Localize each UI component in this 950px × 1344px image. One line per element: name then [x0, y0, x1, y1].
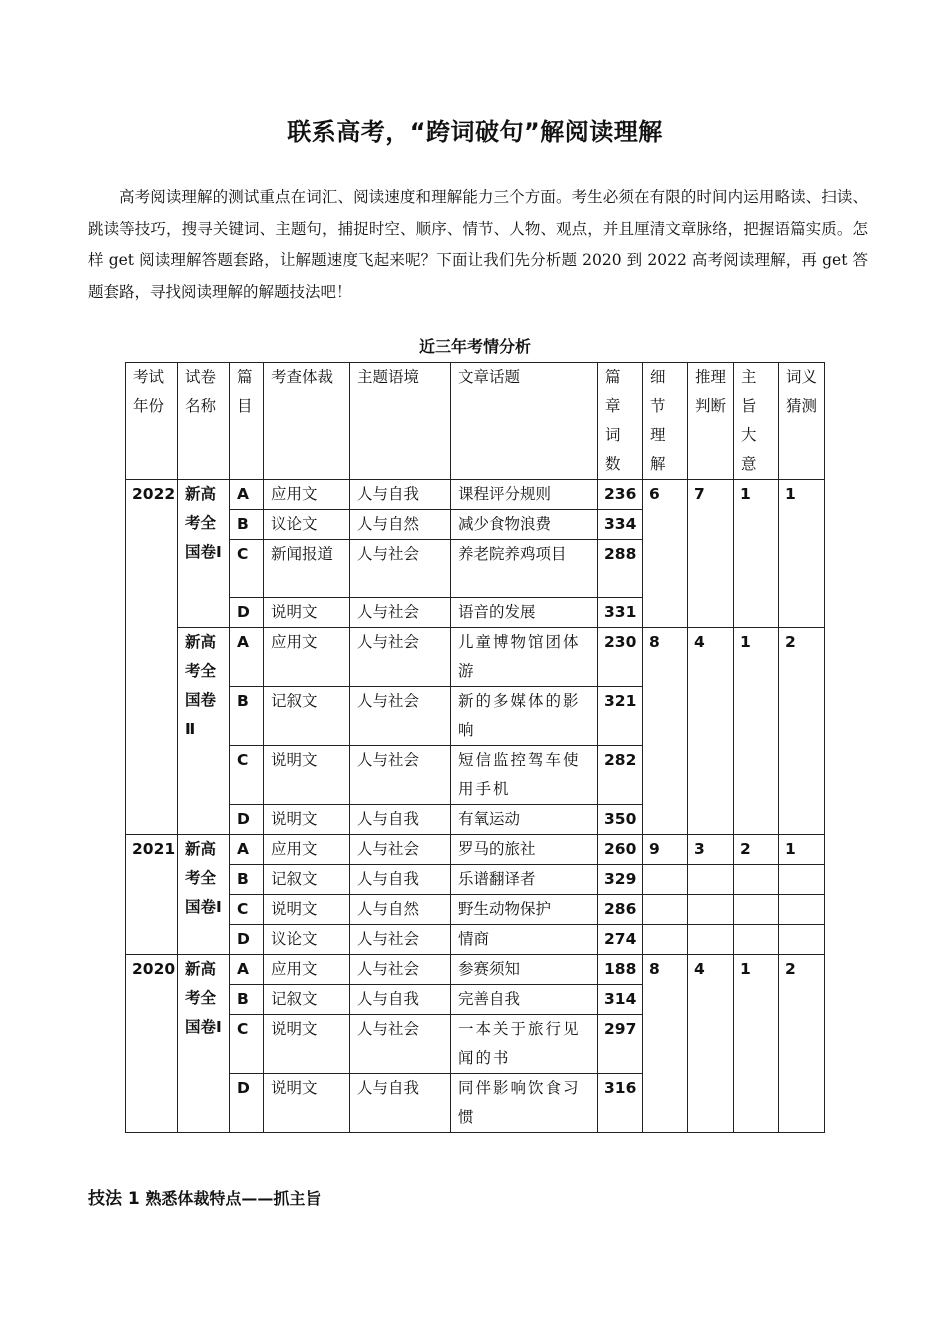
topic-cell: 一本关于旅行见闻的书: [451, 1015, 598, 1074]
genre-cell: 记叙文: [264, 865, 350, 895]
theme-cell: 人与自我: [350, 985, 451, 1015]
words-cell: 230: [598, 628, 643, 687]
part-cell: D: [230, 925, 264, 955]
exam-analysis-table: [125, 362, 825, 1133]
paper-cell: 新高考全国卷Ⅱ: [178, 628, 230, 835]
part-cell: C: [230, 1015, 264, 1074]
theme-cell: 人与自我: [350, 1074, 451, 1133]
word-guess-count: 2: [779, 628, 825, 835]
empty-cell: [688, 895, 734, 925]
part-cell: A: [230, 480, 264, 510]
words-cell: 236: [598, 480, 643, 510]
genre-cell: 记叙文: [264, 985, 350, 1015]
topic-cell: 罗马的旅社: [451, 835, 598, 865]
part-cell: C: [230, 540, 264, 598]
topic-cell: 课程评分规则: [451, 480, 598, 510]
empty-cell: [643, 895, 688, 925]
topic-cell: 有氧运动: [451, 805, 598, 835]
words-cell: 274: [598, 925, 643, 955]
header-main-idea: 主旨大意: [734, 363, 779, 480]
words-cell: 188: [598, 955, 643, 985]
theme-cell: 人与自然: [350, 510, 451, 540]
part-cell: B: [230, 985, 264, 1015]
words-cell: 286: [598, 895, 643, 925]
empty-cell: [779, 925, 825, 955]
detail-count: 6: [643, 480, 688, 628]
genre-cell: 说明文: [264, 1074, 350, 1133]
theme-cell: 人与自然: [350, 895, 451, 925]
table-row: [126, 835, 825, 865]
genre-cell: 说明文: [264, 805, 350, 835]
part-cell: A: [230, 628, 264, 687]
detail-count: 8: [643, 628, 688, 835]
topic-cell: 同伴影响饮食习惯: [451, 1074, 598, 1133]
theme-cell: 人与社会: [350, 925, 451, 955]
topic-cell: 野生动物保护: [451, 895, 598, 925]
genre-cell: 说明文: [264, 1015, 350, 1074]
genre-cell: 应用文: [264, 835, 350, 865]
topic-cell: 乐谱翻译者: [451, 865, 598, 895]
detail-count: 9: [643, 835, 688, 865]
genre-cell: 应用文: [264, 480, 350, 510]
theme-cell: 人与社会: [350, 835, 451, 865]
header-year: 考试年份: [126, 363, 178, 480]
paper-cell: 新高考全国卷Ⅰ: [178, 955, 230, 1133]
part-cell: B: [230, 510, 264, 540]
part-cell: C: [230, 746, 264, 805]
header-theme: 主题语境: [350, 363, 451, 480]
theme-cell: 人与社会: [350, 1015, 451, 1074]
table-header-row: [126, 363, 825, 480]
topic-cell: 儿童博物馆团体游: [451, 628, 598, 687]
header-word-guess: 词义猜测: [779, 363, 825, 480]
genre-cell: 说明文: [264, 895, 350, 925]
header-detail: 细节理解: [643, 363, 688, 480]
detail-count: 8: [643, 955, 688, 1133]
topic-cell: 新的多媒体的影响: [451, 687, 598, 746]
words-cell: 316: [598, 1074, 643, 1133]
section-heading: [88, 1184, 321, 1209]
paper-cell: 新高考全国卷Ⅰ: [178, 480, 230, 628]
words-cell: 297: [598, 1015, 643, 1074]
empty-cell: [779, 865, 825, 895]
table-row: [126, 925, 825, 955]
words-cell: 329: [598, 865, 643, 895]
topic-cell: 短信监控驾车使用手机: [451, 746, 598, 805]
inference-count: 7: [688, 480, 734, 628]
theme-cell: 人与社会: [350, 628, 451, 687]
genre-cell: 说明文: [264, 746, 350, 805]
empty-cell: [688, 925, 734, 955]
genre-cell: 记叙文: [264, 687, 350, 746]
part-cell: B: [230, 687, 264, 746]
words-cell: 321: [598, 687, 643, 746]
header-inference: 推理判断: [688, 363, 734, 480]
empty-cell: [643, 925, 688, 955]
header-word-count: 篇章词数: [598, 363, 643, 480]
part-cell: B: [230, 865, 264, 895]
inference-count: 4: [688, 955, 734, 1133]
table-row: [126, 955, 825, 985]
part-cell: A: [230, 955, 264, 985]
word-guess-count: 1: [779, 835, 825, 865]
words-cell: 260: [598, 835, 643, 865]
topic-cell: 情商: [451, 925, 598, 955]
paper-cell: 新高考全国卷Ⅰ: [178, 835, 230, 955]
theme-cell: 人与社会: [350, 687, 451, 746]
table-row: [126, 628, 825, 687]
part-cell: D: [230, 805, 264, 835]
theme-cell: 人与自我: [350, 480, 451, 510]
theme-cell: 人与自我: [350, 865, 451, 895]
theme-cell: 人与社会: [350, 746, 451, 805]
word-guess-count: 2: [779, 955, 825, 1133]
theme-cell: 人与社会: [350, 540, 451, 598]
main-idea-count: 1: [734, 955, 779, 1133]
main-idea-count: 2: [734, 835, 779, 865]
genre-cell: 议论文: [264, 510, 350, 540]
part-cell: D: [230, 1074, 264, 1133]
section-text: 熟悉体裁特点——抓主旨: [145, 1189, 322, 1208]
topic-cell: 参赛须知: [451, 955, 598, 985]
part-cell: C: [230, 895, 264, 925]
year-cell: 2020: [126, 955, 178, 1133]
header-topic: 文章话题: [451, 363, 598, 480]
year-cell: 2022: [126, 480, 178, 835]
genre-cell: 议论文: [264, 925, 350, 955]
table-caption: 近三年考情分析: [418, 337, 531, 356]
words-cell: 331: [598, 598, 643, 628]
topic-cell: 语音的发展: [451, 598, 598, 628]
page-title: 联系高考，“跨词破句”解阅读理解: [287, 118, 663, 146]
word-guess-count: 1: [779, 480, 825, 628]
genre-cell: 应用文: [264, 628, 350, 687]
part-cell: A: [230, 835, 264, 865]
header-part: 篇目: [230, 363, 264, 480]
topic-cell: 养老院养鸡项目: [451, 540, 598, 598]
genre-cell: 应用文: [264, 955, 350, 985]
empty-cell: [734, 865, 779, 895]
main-idea-count: 1: [734, 628, 779, 835]
inference-count: 3: [688, 835, 734, 865]
theme-cell: 人与社会: [350, 955, 451, 985]
words-cell: 350: [598, 805, 643, 835]
topic-cell: 完善自我: [451, 985, 598, 1015]
empty-cell: [734, 895, 779, 925]
topic-cell: 减少食物浪费: [451, 510, 598, 540]
genre-cell: 新闻报道: [264, 540, 350, 598]
theme-cell: 人与自我: [350, 805, 451, 835]
table-row: [126, 895, 825, 925]
theme-cell: 人与社会: [350, 598, 451, 628]
empty-cell: [688, 865, 734, 895]
main-idea-count: 1: [734, 480, 779, 628]
header-genre: 考查体裁: [264, 363, 350, 480]
table-row: [126, 480, 825, 510]
words-cell: 334: [598, 510, 643, 540]
words-cell: 314: [598, 985, 643, 1015]
empty-cell: [779, 895, 825, 925]
inference-count: 4: [688, 628, 734, 835]
genre-cell: 说明文: [264, 598, 350, 628]
words-cell: 288: [598, 540, 643, 598]
year-cell: 2021: [126, 835, 178, 955]
part-cell: D: [230, 598, 264, 628]
words-cell: 282: [598, 746, 643, 805]
table-row: [126, 865, 825, 895]
empty-cell: [643, 865, 688, 895]
header-paper: 试卷名称: [178, 363, 230, 480]
intro-paragraph: 高考阅读理解的测试重点在词汇、阅读速度和理解能力三个方面。考生必须在有限的时间内运用略读、扫读、跳读等技巧，搜寻关键词、主题句，捕捉时空、顺序、情节、人物、观点，并且厘清文章脉络，把握语篇实质。怎样 get 阅读理解答题套路，让解题速度飞起来呢？下面让我们先分析题 2020 到 2022 高考阅读理解，再 get 答题套路，寻找阅读理解的解题技法吧！: [88, 188, 868, 301]
empty-cell: [734, 925, 779, 955]
section-label: 技法 1: [88, 1189, 140, 1209]
